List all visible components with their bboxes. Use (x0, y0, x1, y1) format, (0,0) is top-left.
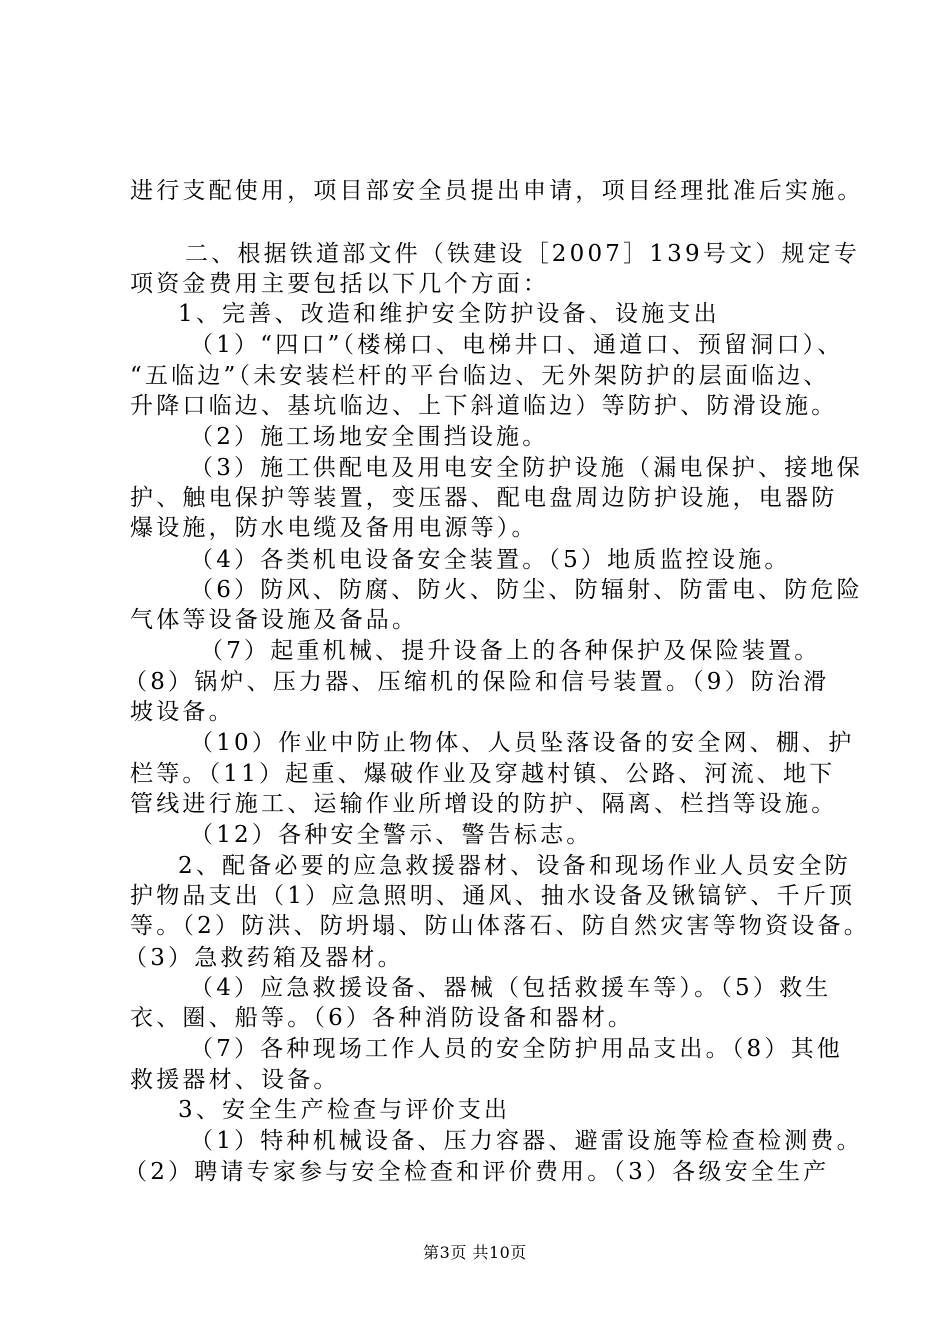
text-line: “五临边”（未安装栏杆的平台临边、无外架防护的层面临边、 (130, 363, 830, 389)
text-line: 1、完善、改造和维护安全防护设备、设施支出 (178, 301, 720, 327)
text-line: 管线进行施工、运输作业所增设的防护、隔离、栏挡等设施。 (130, 791, 838, 817)
text-line: （7）各种现场工作人员的安全防护用品支出。（8）其他 (190, 1036, 843, 1062)
text-line: 项资金费用主要包括以下几个方面： (130, 271, 550, 297)
text-line: 坡设备。 (130, 699, 235, 725)
text-line: （3）施工供配电及用电安全防护设施（漏电保护、接地保 (190, 455, 863, 481)
text-line: 3、安全生产检查与评价支出 (178, 1097, 511, 1123)
text-line: （10）作业中防止物体、人员坠落设备的安全网、棚、护 (190, 730, 855, 756)
text-line: 救援器材、设备。 (130, 1067, 340, 1093)
text-line: （4）各类机电设备安全装置。（5）地质监控设施。 (190, 547, 791, 573)
text-line: （1）特种机械设备、压力容器、避雷设施等检查检测费。 (190, 1128, 863, 1154)
text-line: 衣、圈、船等。（6）各种消防设备和器材。 (130, 1005, 635, 1031)
text-line: 等。（2）防洪、防坍塌、防山体落石、防自然灾害等物资设备。 (130, 913, 870, 939)
text-line: 栏等。（11）起重、爆破作业及穿越村镇、公路、河流、地下 (130, 761, 836, 787)
text-line: 进行支配使用，项目部安全员提出申请，项目经理批准后实施。 (130, 178, 864, 204)
text-line: 升降口临边、基坑临边、上下斜道临边）等防护、防滑设施。 (130, 393, 838, 419)
text-line: 护物品支出（1）应急照明、通风、抽水设备及锹镐铲、千斤顶 (130, 883, 856, 909)
text-line: （2）施工场地安全围挡设施。 (190, 424, 549, 450)
text-line: （2）聘请专家参与安全检查和评价费用。（3）各级安全生产 (124, 1159, 830, 1185)
text-line: 2、配备必要的应急救援器材、设备和现场作业人员安全防 (178, 853, 851, 879)
text-line: 爆设施，防水电缆及备用电源等）。 (130, 515, 538, 541)
text-line: 二、根据铁道部文件（铁建设［2007］139号文）规定专 (185, 241, 861, 267)
text-line: 护、触电保护等装置，变压器、配电盘周边防护设施，电器防 (130, 485, 838, 511)
text-line: （3）急救药箱及器材。 (124, 945, 404, 971)
page-number-footer: 第3页 共10页 (423, 1243, 527, 1262)
text-line: （4）应急救援设备、器械（包括救援车等）。（5）救生 (190, 975, 832, 1001)
text-line: （6）防风、防腐、防火、防尘、防辐射、防雷电、防危险 (190, 577, 863, 603)
text-line: （1）“四口”（楼梯口、电梯井口、通道口、预留洞口）、 (190, 332, 844, 358)
text-line: （12）各种安全警示、警告标志。 (190, 822, 593, 848)
text-line: （8）锅炉、压力器、压缩机的保险和信号装置。（9）防治滑 (124, 669, 830, 695)
text-line: （7）起重机械、提升设备上的各种保护及保险装置。 (200, 638, 821, 664)
text-line: 气体等设备设施及备品。 (130, 607, 419, 633)
